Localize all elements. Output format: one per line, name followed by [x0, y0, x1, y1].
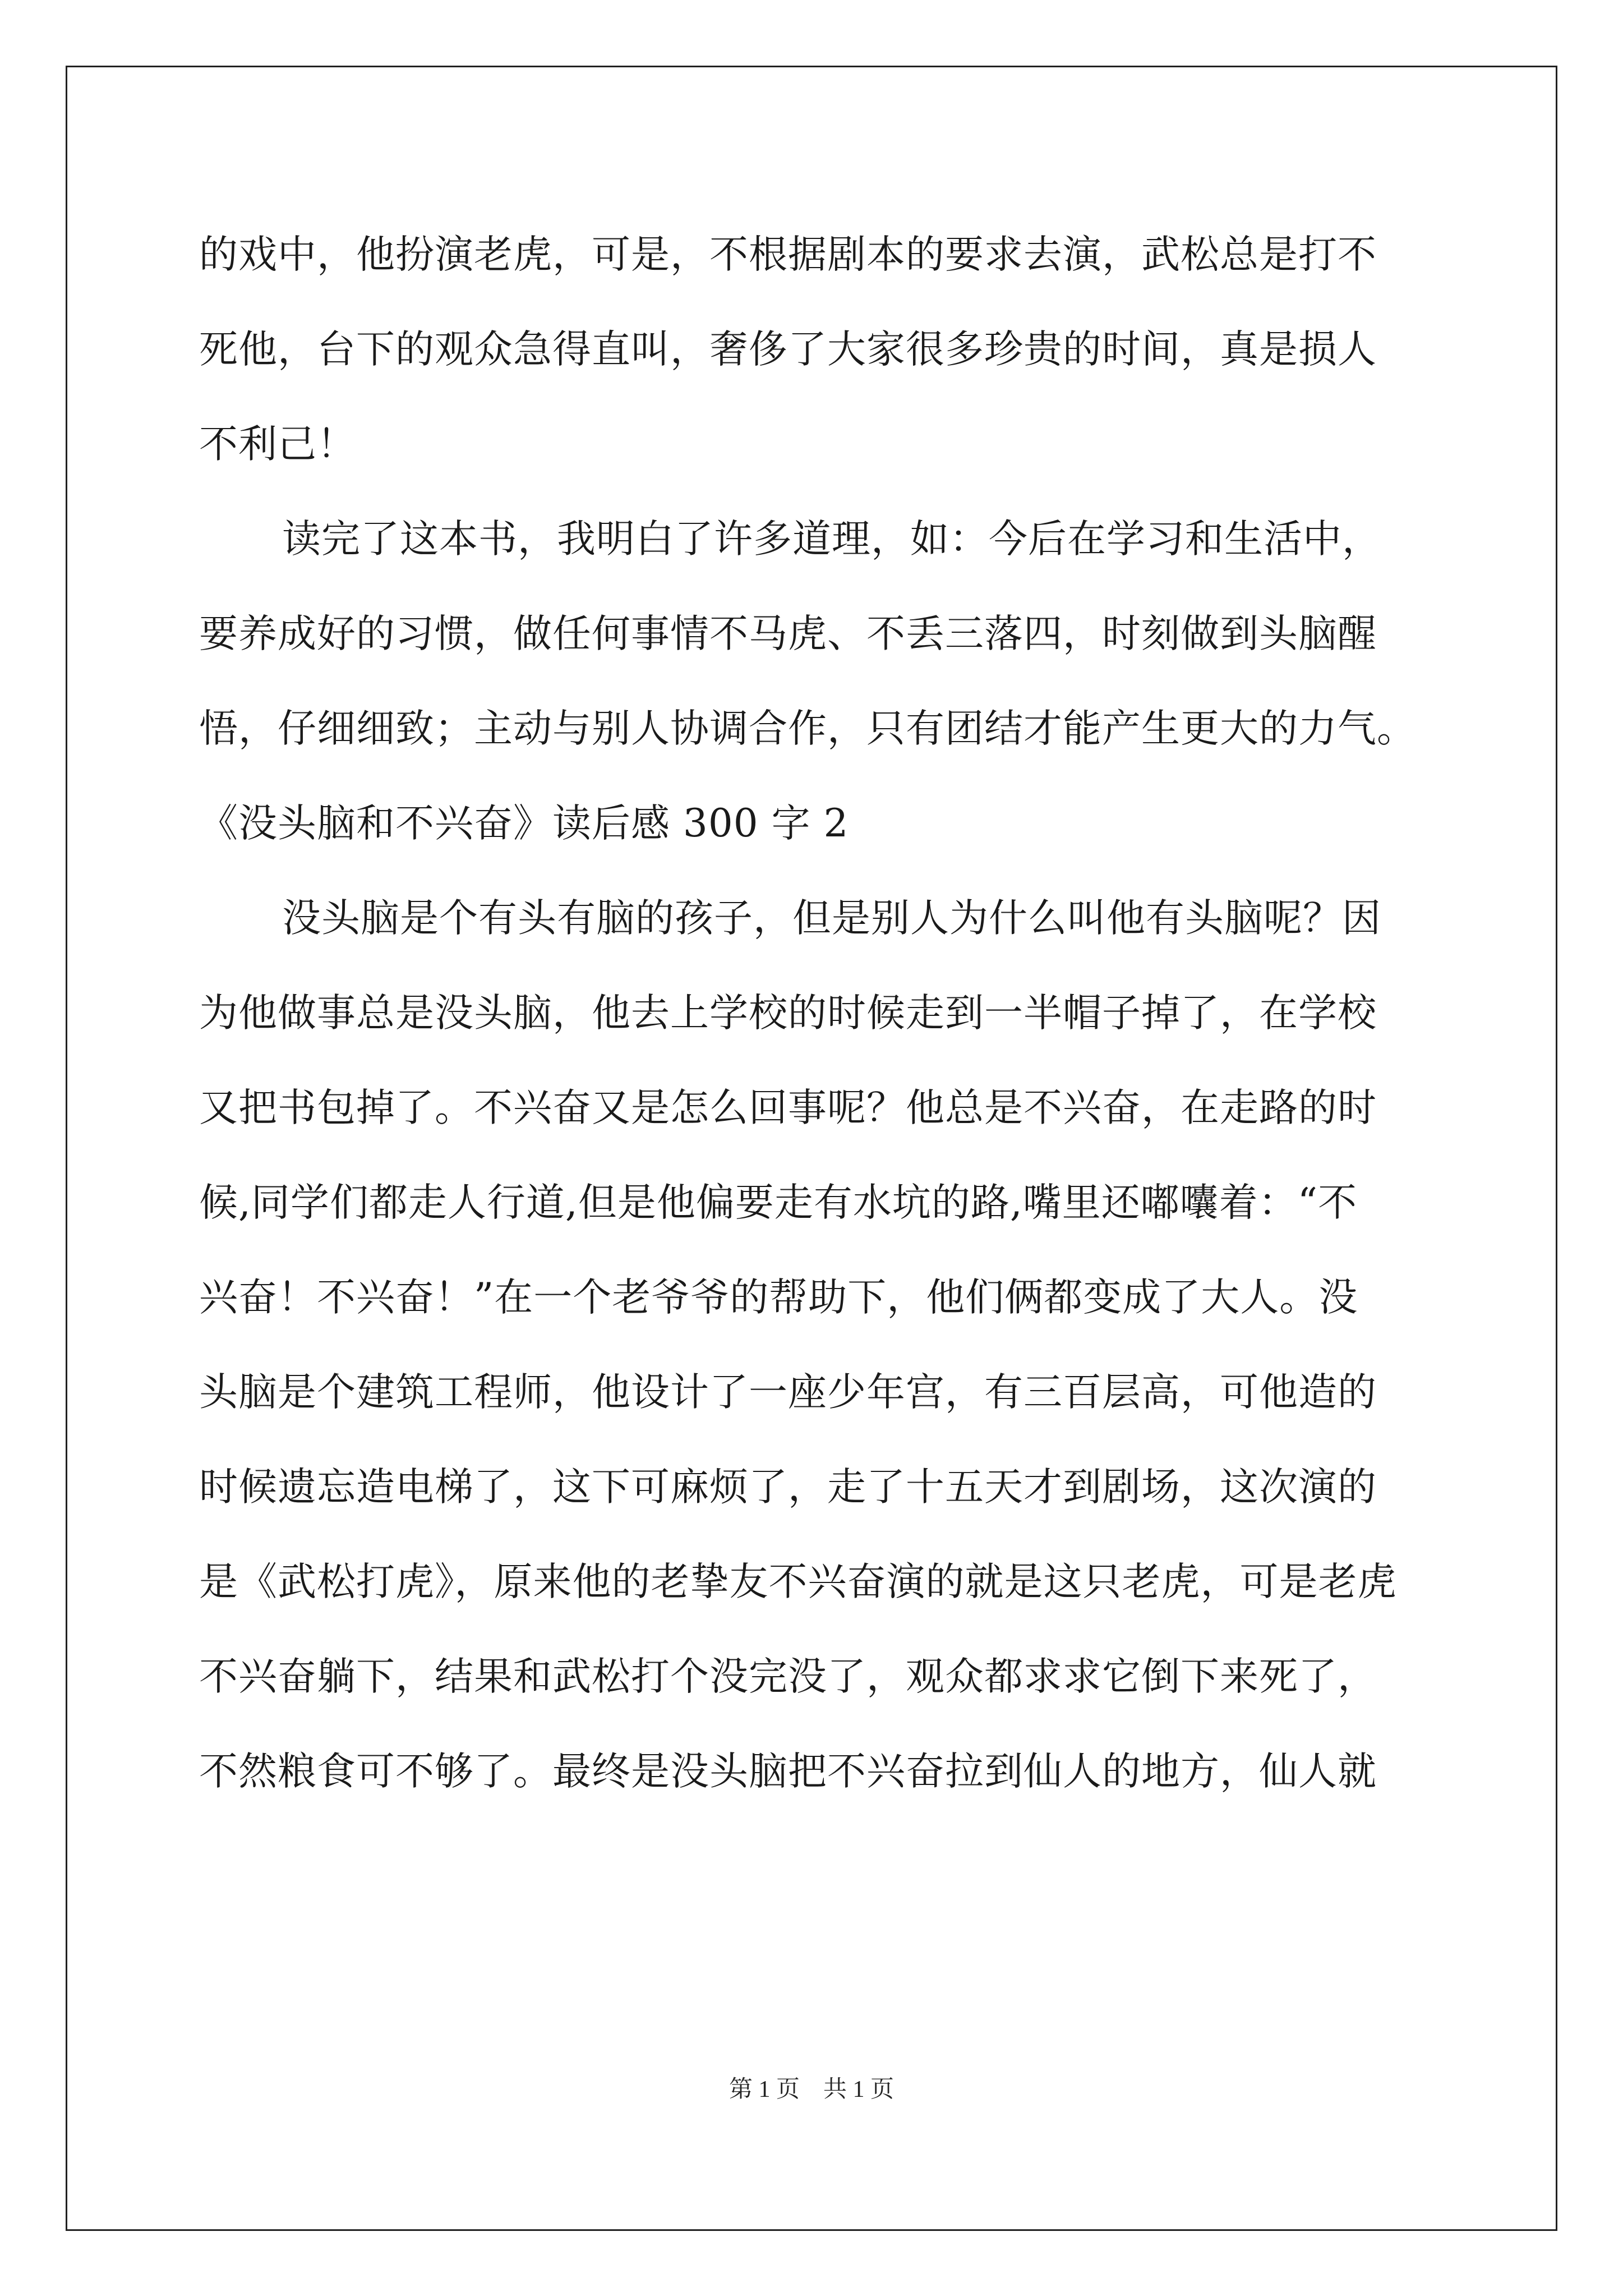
text-line: 时候遗忘造电梯了，这下可麻烦了，走了十五天才到剧场，这次演的 — [199, 1465, 1377, 1510]
text-line: 悟，仔细细致；主动与别人协调合作，只有团结才能产生更大的力气。 — [199, 706, 1416, 751]
text-line: 是《武松打虎》，原来他的老挚友不兴奋演的就是这只老虎，可是老虎 — [199, 1559, 1397, 1604]
text-line: 不然粮食可不够了。最终是没头脑把不兴奋拉到仙人的地方，仙人就 — [199, 1749, 1377, 1794]
text-line: 死他，台下的观众急得直叫，奢侈了大家很多珍贵的时间，真是损人 — [199, 327, 1377, 372]
text-line: 不利己！ — [199, 422, 356, 467]
text-line: 的戏中，他扮演老虎，可是，不根据剧本的要求去演，武松总是打不 — [199, 232, 1377, 277]
section-heading: 《没头脑和不兴奋》读后感 300 字 2 — [199, 801, 849, 846]
text-line: 兴奋！不兴奋！”在一个老爷爷的帮助下，他们俩都变成了大人。没 — [199, 1275, 1358, 1320]
page-total: 共 1 页 — [823, 2077, 895, 2102]
text-line: 头脑是个建筑工程师，他设计了一座少年宫，有三百层高，可他造的 — [199, 1370, 1377, 1415]
paragraph-start-line: 读完了这本书，我明白了许多道理，如：今后在学习和生活中， — [282, 517, 1381, 562]
text-line: 不兴奋躺下，结果和武松打个没完没了，观众都求求它倒下来死了， — [199, 1654, 1377, 1699]
paragraph-start-line: 没头脑是个有头有脑的孩子，但是别人为什么叫他有头脑呢？因 — [282, 896, 1381, 941]
page-number: 第 1 页 — [728, 2077, 800, 2102]
page-footer — [0, 2073, 1623, 2106]
document-body — [199, 208, 1433, 1819]
text-line: 要养成好的习惯，做任何事情不马虎、不丢三落四，时刻做到头脑醒 — [199, 611, 1377, 656]
text-line: 候,同学们都走人行道,但是他偏要走有水坑的路,嘴里还嘟囔着：“不 — [199, 1180, 1358, 1225]
text-line: 为他做事总是没头脑，他去上学校的时候走到一半帽子掉了，在学校 — [199, 991, 1377, 1036]
text-line: 又把书包掉了。不兴奋又是怎么回事呢？他总是不兴奋，在走路的时 — [199, 1085, 1377, 1130]
